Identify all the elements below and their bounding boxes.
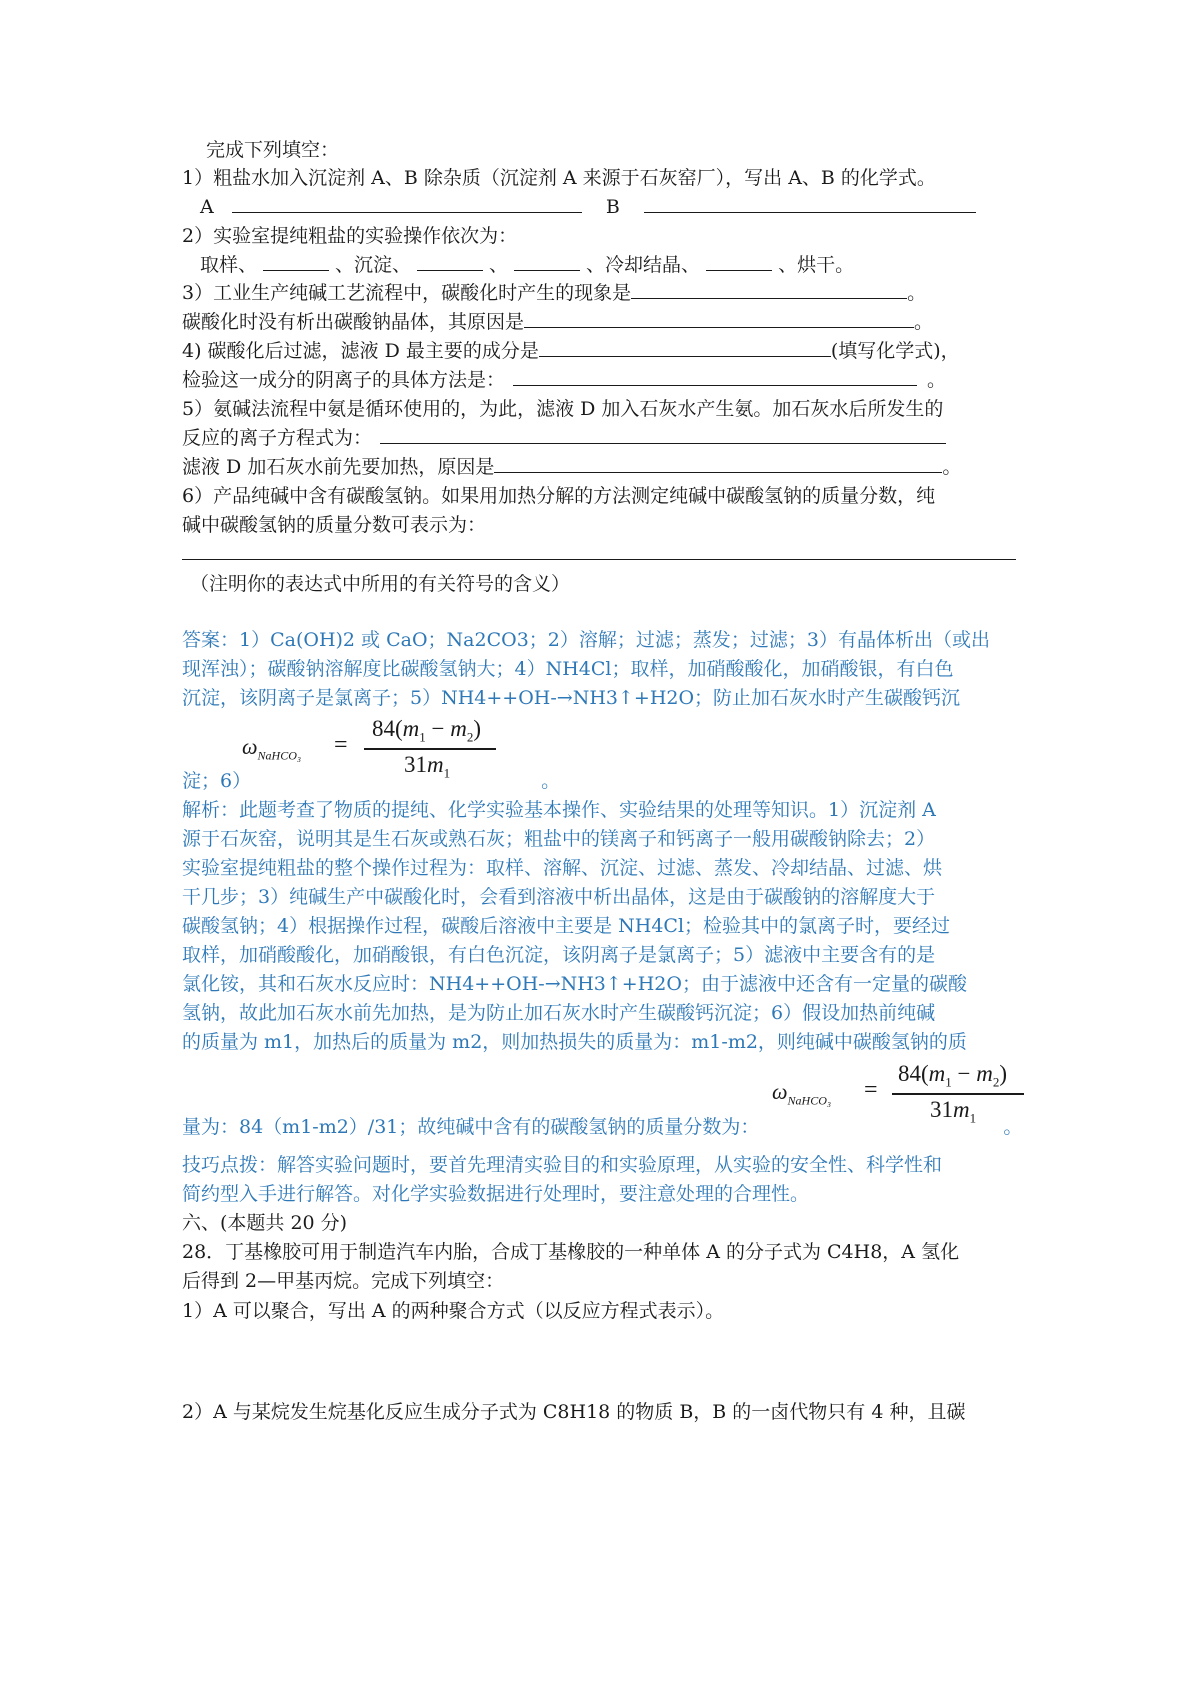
q2-steps-line [200,250,854,280]
q4-text-2: 检验这一成分的阴离子的具体方法是： [182,369,506,391]
answer-line-4-end: 。 [541,770,561,792]
formula-numerator-2: $84(m_1 - m_2)$ [898,1061,1008,1090]
q6-blank [182,541,1016,560]
q4-blank-1 [539,338,831,357]
q5-blank-3 [494,454,942,473]
q2-step-1: 取样、 [200,254,258,276]
q2-blank-1 [263,252,329,271]
q5-line-1: 5）氨碱法流程中氨是循环使用的，为此，滤液 D 加入石灰水产生氨。加石灰水后所发生的 [182,398,944,420]
q4-blank-2 [513,367,917,386]
analysis-line-10 [182,1112,1022,1142]
q3-line-2 [182,307,933,337]
q4-tail-1: (填写化学式)， [830,340,960,362]
q28-line-2: 后得到 2—甲基丙烷。完成下列填空： [182,1270,505,1292]
q5-text-3: 滤液 D 加石灰水前先要加热，原因是 [182,456,495,478]
q28-line-1: 28．丁基橡胶可用于制造汽车内胎，合成丁基橡胶的一种单体 A 的分子式为 C4H8，A 氢化 [182,1241,960,1263]
q2-blank-3 [514,252,580,271]
answer-line-1: 答案：1）Ca(OH)2 或 CaO；Na2CO3；2）溶解；过滤；蒸发；过滤；3）有晶体析出（或出 [182,629,990,651]
tip-line-1: 技巧点拨：解答实验问题时，要首先理清实验目的和实验原理，从实验的安全性、科学性和 [182,1154,943,1176]
fraction-bar-2 [892,1093,1024,1095]
q28-line-4: 2）A 与某烷发生烷基化反应生成分子式为 C8H18 的物质 B，B 的一卤代物只有 4 种，且碳 [182,1401,966,1423]
tip-line-2: 简约型入手进行解答。对化学实验数据进行处理时，要注意处理的合理性。 [182,1183,810,1205]
q6-note: （注明你的表达式中所用的有关符号的含义） [190,573,571,595]
q1-label-b: B [605,196,620,218]
analysis-line-10-text: 量为：84（m1-m2）/31；故纯碱中含有的碳酸氢钠的质量分数为： [182,1116,760,1138]
q4-line-2 [182,365,946,395]
analysis-line-6: 取样，加硝酸酸化，加硝酸银，有白色沉淀，该阴离子是氯离子；5）滤液中主要含有的是 [182,944,936,966]
fraction-bar [364,748,496,750]
equals-sign: = [334,732,348,758]
q5-blank-2 [380,425,946,444]
q5-text-2: 反应的离子方程式为： [182,427,373,449]
q6-line-2: 碱中碳酸氢钠的质量分数可表示为： [182,514,487,536]
answer-line-2: 现浑浊）；碳酸钠溶解度比碳酸氢钠大；4）NH4Cl；取样，加硝酸酸化，加硝酸银，有白色 [182,658,954,680]
formula-denominator: $31m_1$ [404,752,451,781]
intro-line: 完成下列填空： [206,139,340,161]
q3-blank-1 [631,280,907,299]
answer-line-4-text: 淀；6） [182,770,252,792]
q1-text: 1）粗盐水加入沉淀剂 A、B 除杂质（沉淀剂 A 来源于石灰窑厂），写出 A、B 的化学式。 [182,167,936,189]
answer-line-4 [182,766,560,796]
q2-step-3: 、 [489,254,509,276]
q1-answer-line [200,192,976,222]
formula-denominator-2: $31m_1$ [930,1097,977,1126]
q1-blank-a [232,194,582,213]
q2-step-2: 、沉淀、 [335,254,412,276]
q5-line-2 [182,423,946,453]
analysis-line-9: 的质量为 m1，加热后的质量为 m2，则加热损失的质量为：m1-m2，则纯碱中碳酸氢钠的质 [182,1031,967,1053]
q2-text: 2）实验室提纯粗盐的实验操作依次为： [182,225,518,247]
analysis-line-1: 解析：此题考查了物质的提纯、化学实验基本操作、实验结果的处理等知识。1）沉淀剂 A [182,799,936,821]
q4-end-2: 。 [927,369,947,391]
omega-symbol: $\omega_{NaHCO_3}$ [242,734,302,763]
q4-text-1: 4) 碳酸化后过滤，滤液 D 最主要的成分是 [182,340,539,362]
analysis-line-7: 氯化铵，其和石灰水反应时：NH4++OH-→NH3↑+H2O；由于滤液中还含有一定量的碳酸 [182,973,967,995]
analysis-line-10-end: 。 [1003,1116,1023,1138]
q2-step-5: 、烘干。 [778,254,855,276]
omega-symbol-2: $\omega_{NaHCO_3}$ [772,1079,832,1108]
q2-blank-2 [417,252,483,271]
q1-blank-b [644,194,976,213]
analysis-line-3: 实验室提纯粗盐的整个操作过程为：取样、溶解、沉淀、过滤、蒸发、冷却结晶、过滤、烘 [182,857,943,879]
analysis-line-8: 氢钠，故此加石灰水前先加热，是为防止加石灰水时产生碳酸钙沉淀；6）假设加热前纯碱 [182,1002,936,1024]
equals-sign-2: = [864,1077,878,1103]
q3-text-2: 碳酸化时没有析出碳酸钠晶体，其原因是 [182,311,525,333]
answer-line-3: 沉淀，该阴离子是氯离子；5）NH4++OH-→NH3↑+H2O；防止加石灰水时产生碳酸钙沉 [182,687,961,709]
q5-line-3 [182,452,961,482]
formula-numerator: $84(m_1 - m_2)$ [372,716,482,745]
analysis-line-5: 碳酸氢钠；4）根据操作过程，碳酸后溶液中主要是 NH4Cl；检验其中的氯离子时，要经过 [182,915,951,937]
q6-line-1: 6）产品纯碱中含有碳酸氢钠。如果用加热分解的方法测定纯碱中碳酸氢钠的质量分数，纯 [182,485,936,507]
q3-end-1: 。 [907,282,927,304]
q2-blank-4 [706,252,772,271]
q3-blank-2 [524,309,914,328]
q5-end-3: 。 [942,456,962,478]
analysis-line-4: 干几步；3）纯碱生产中碳酸化时，会看到溶液中析出晶体，这是由于碳酸钠的溶解度大于 [182,886,936,908]
q1-label-a: A [200,196,214,218]
analysis-line-2: 源于石灰窑，说明其是生石灰或熟石灰；粗盐中的镁离子和钙离子一般用碳酸钠除去；2） [182,828,936,850]
q3-line-1 [182,278,926,308]
section-6-heading: 六、(本题共 20 分) [182,1212,348,1234]
q2-step-4: 、冷却结晶、 [586,254,701,276]
q28-line-3: 1）A 可以聚合，写出 A 的两种聚合方式（以反应方程式表示）。 [182,1300,725,1322]
q6-line-3 [182,539,1016,569]
q3-end-2: 。 [914,311,934,333]
q4-line-1 [182,336,960,366]
q3-text-1: 3）工业生产纯碱工艺流程中，碳酸化时产生的现象是 [182,282,632,304]
